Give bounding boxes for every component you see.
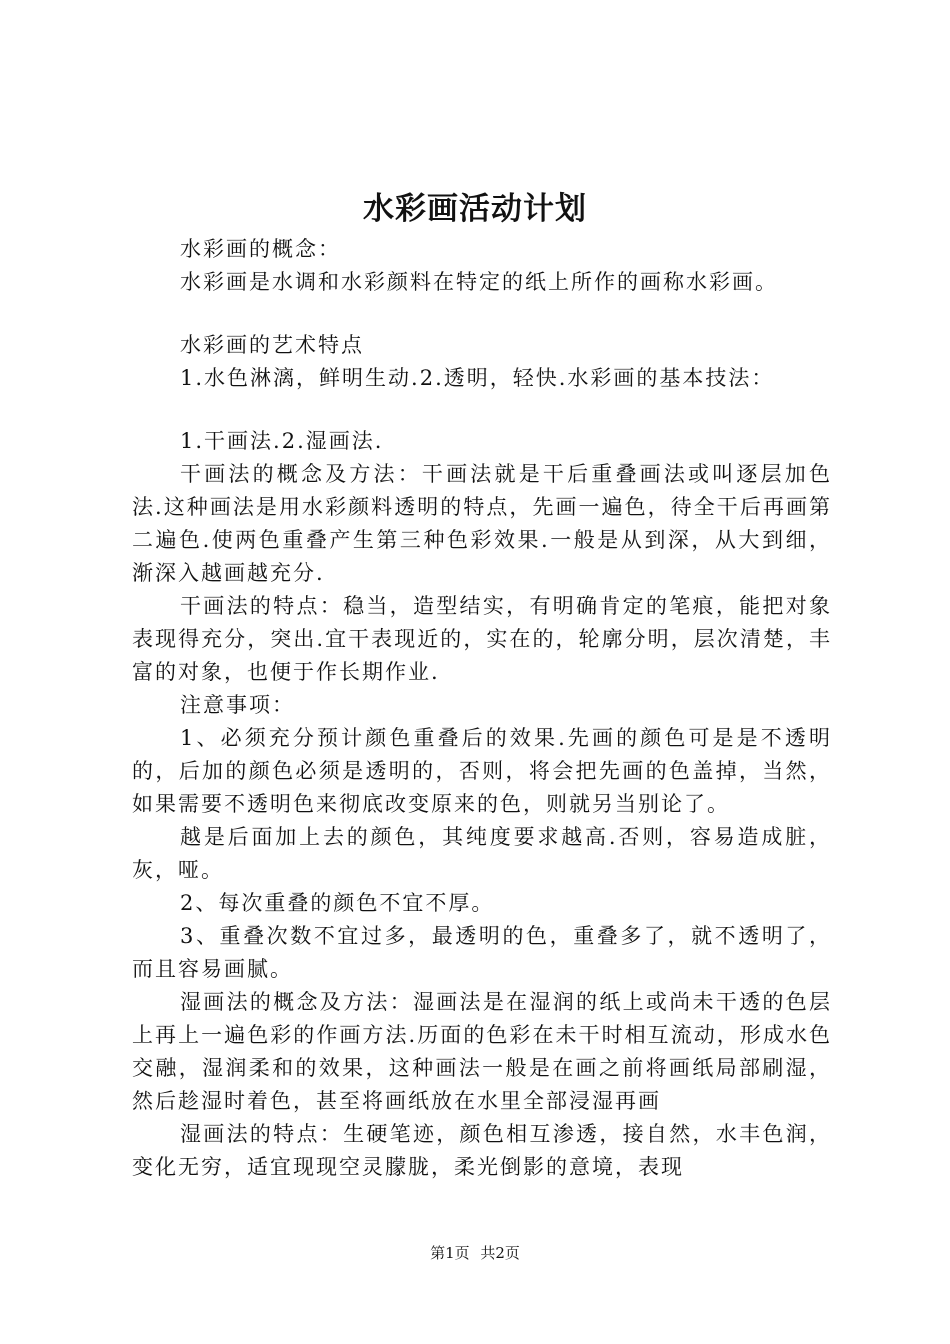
paragraph-wet-features: 湿画法的特点：生硬笔迹，颜色相互渗透，接自然，水丰色润，变化无穷，适宜现现空灵朦胧，柔光倒影的意境，表现 — [132, 1122, 832, 1179]
paragraph-features-heading: 水彩画的艺术特点 — [180, 333, 364, 357]
paragraph-techniques-list: 1.干画法.2.湿画法. — [180, 429, 384, 453]
paragraph-note-1: 1、必须充分预计颜色重叠后的效果.先画的颜色可是是不透明的，后加的颜色必须是透明的，否则，将会把先画的色盖掉，当然，如果需要不透明色来彻底改变原来的色，则就另当别论了。 — [132, 726, 832, 816]
paragraph-dry-method: 干画法的概念及方法：干画法就是干后重叠画法或叫逐层加色法.这种画法是用水彩颜料透明的特点，先画一遍色，待全干后再画第二遍色.使两色重叠产生第三种色彩效果.一般是从到深，从大到细，渐深入越画越充分. — [132, 462, 832, 585]
page-total: 共2页 — [480, 1244, 520, 1262]
paragraph-note-2: 2、每次重叠的颜色不宜不厚。 — [180, 891, 495, 915]
paragraph-wet-method: 湿画法的概念及方法：湿画法是在湿润的纸上或尚未干透的色层上再上一遍色彩的作画方法.历面的色彩在未干时相互流动，形成水色交融，湿润柔和的效果，这种画法一般是在画之前将画纸局部刷湿，然后趁湿时着色，甚至将画纸放在水里全部浸湿再画 — [132, 990, 832, 1113]
document-body — [132, 233, 832, 1184]
page-footer — [0, 1241, 950, 1265]
paragraph-notes-heading: 注意事项： — [180, 693, 295, 717]
paragraph-concept-heading: 水彩画的概念： — [180, 237, 341, 261]
paragraph-features-list: 1.水色淋漓，鲜明生动.2.透明，轻快.水彩画的基本技法： — [180, 366, 775, 390]
paragraph-concept-text: 水彩画是水调和水彩颜料在特定的纸上所作的画称水彩画。 — [180, 270, 778, 294]
document-title: 水彩画活动计划 — [363, 191, 587, 227]
paragraph-note-3: 3、重叠次数不宜过多，最透明的色，重叠多了，就不透明了，而且容易画腻。 — [132, 924, 832, 981]
paragraph-dry-features: 干画法的特点：稳当，造型结实，有明确肯定的笔痕，能把对象表现得充分，突出.宜干表现近的，实在的，轮廓分明，层次清楚，丰富的对象，也便于作长期作业. — [132, 594, 832, 684]
page-number: 第1页 — [430, 1244, 470, 1262]
paragraph-note-purity: 越是后面加上去的颜色，其纯度要求越高.否则，容易造成脏，灰，哑。 — [132, 825, 832, 882]
